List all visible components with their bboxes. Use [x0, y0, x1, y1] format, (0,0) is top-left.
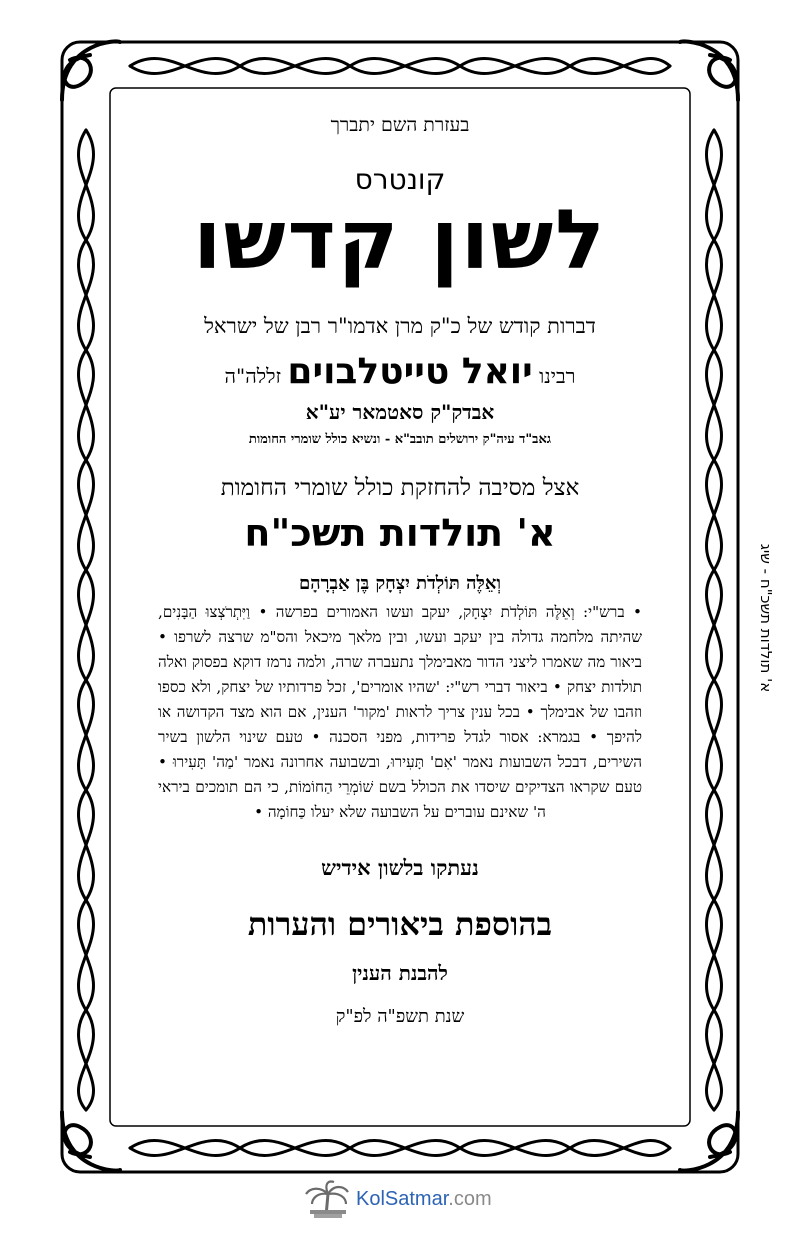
av-beit-din-line: אבדק"ק סאטמאר יע"א [305, 400, 495, 424]
rabbi-name-line [150, 351, 650, 392]
lehavanat-line: להבנת הענין [352, 961, 448, 985]
side-label: א' תולדות תשכ"ח - שיג [757, 543, 775, 693]
kuntres-label: קונטרס [354, 163, 446, 196]
title-page [150, 100, 650, 1170]
publication-year: שנת תשפ"ה לפ"ק [335, 1006, 465, 1027]
additions-title: בהוספת ביאורים והערות [247, 905, 553, 943]
book-title: לשון קדשו [193, 193, 607, 288]
logo-brand: KolSatmar [356, 1188, 449, 1210]
logo-wordmark[interactable] [356, 1188, 492, 1211]
gaavad-line: גאב"ד עיה"ק ירושלים תובב"א - ונשיא כולל שומרי החומות [248, 432, 552, 447]
palm-tree-icon [306, 1182, 348, 1219]
blessing: בעזרת השם יתברך [330, 114, 470, 136]
logo-domain: .com [448, 1188, 492, 1210]
event-occasion: אצל מסיבה להחזקת כולל שומרי החומות [220, 475, 580, 501]
event-parsha: א' תולדות תשכ"ח [244, 511, 556, 555]
summary-paragraph: • ברש"י: וְאֵלֶּה תּוֹלְדֹת יִצְחָק, יעקב ועשו האמורים בפרשה • וַיִּתְרֹצְצוּ הַבָּנִים, שהיתה מלחמה גדולה בין יעקב ועשו, ובין מלאך מיכאל והס"מ שרצה לשרפו • ביאור מה שאמרו ליצני הדור מאבימלך נתעברה שרה, ולמה נרמז דוקא בפסוק ואלה תולדות יצחק • ביאור דברי רש"י: 'שהיו אומרים', זכל פרדותיו של יצחק, ולא כספו וזהבו של אבימלך • בכל ענין צריך לראות 'מקור' הענין, אם הוא מצד הקדושה או להיפך • בגמרא: אסור לגדל פרידות, מפני הסכנה • טעם שינוי הלשון בשיר השירים, דבכל השבועות נאמר 'אִם' תָּעִירוּ, ובשבועה אחרונה נאמר 'מַה' תָּעִירוּ • טעם שקראו הצדיקים שיסדו את הכולל בשם שׁוֹמְרֵי הַחוֹמוֹת, כי הם תומכים ביראי ה' שאינם עוברים על השבועה שלא יעלו כַּחוֹמָה • [158, 603, 642, 821]
opening-verse: וְאֵלֶּה תּוֹלְדֹת יִצְחָק בֶּן אַבְרָהָם [299, 573, 501, 594]
translated-note: נעתקו בלשון אידיש [321, 855, 479, 880]
rabbi-name: יואל טייטלבוים [287, 351, 533, 392]
rabbi-prefix: רבינו [539, 364, 576, 388]
rabbi-suffix: זללה"ה [224, 364, 282, 388]
divrei-kodesh-line: דברות קודש של כ"ק מרן אדמו"ר רבן של ישראל [204, 314, 596, 338]
